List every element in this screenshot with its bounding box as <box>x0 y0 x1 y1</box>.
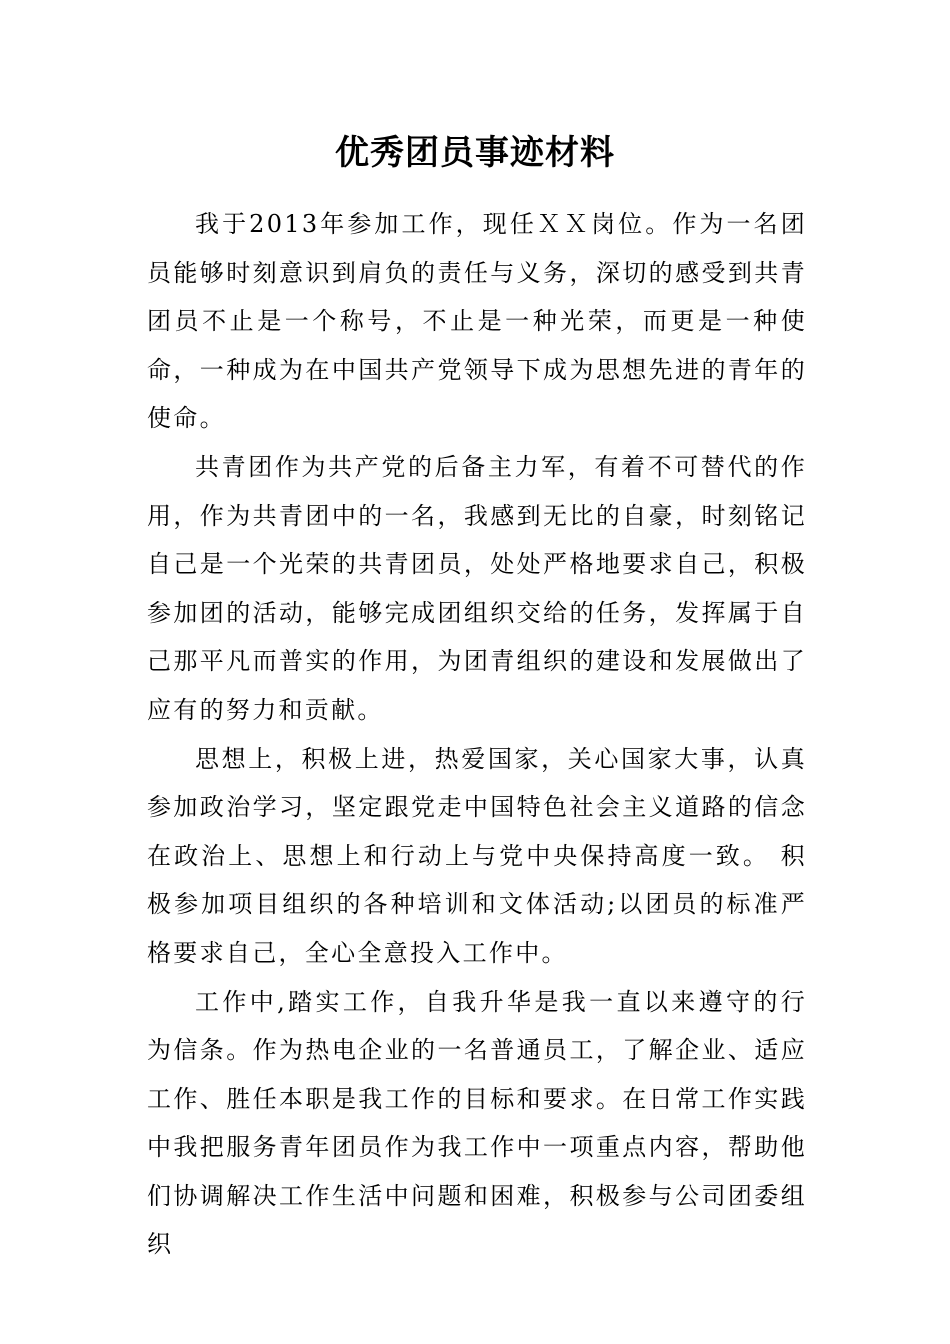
paragraph: 思想上，积极上进，热爱国家，关心国家大事，认真参加政治学习，坚定跟党走中国特色社会主义道路的信念在政治上、思想上和行动上与党中央保持高度一致。 积极参加项目组织的各种培训和文体活动;以团员的标准严格要求自己，全心全意投入工作中。 <box>147 744 807 967</box>
document-title: 优秀团员事迹材料 <box>335 133 615 173</box>
paragraph: 共青团作为共产党的后备主力军，有着不可替代的作用，作为共青团中的一名，我感到无比的自豪，时刻铭记自己是一个光荣的共青团员，处处严格地要求自己，积极参加团的活动，能够完成团组织交给的任务，发挥属于自己那平凡而普实的作用，为团青组织的建设和发展做出了应有的努力和贡献。 <box>147 452 807 724</box>
paragraph: 工作中,踏实工作，自我升华是我一直以来遵守的行为信条。作为热电企业的一名普通员工，了解企业、适应工作、胜任本职是我工作的目标和要求。在日常工作实践中我把服务青年团员作为我工作中一项重点内容，帮助他们协调解决工作生活中问题和困难，积极参与公司团委组织 <box>147 987 807 1259</box>
document-body <box>147 200 807 1269</box>
paragraph: 我于2013年参加工作，现任ＸＸ岗位。作为一名团员能够时刻意识到肩负的责任与义务，深切的感受到共青团员不止是一个称号，不止是一种光荣，而更是一种使命，一种成为在中国共产党领导下成为思想先进的青年的使命。 <box>147 210 807 433</box>
